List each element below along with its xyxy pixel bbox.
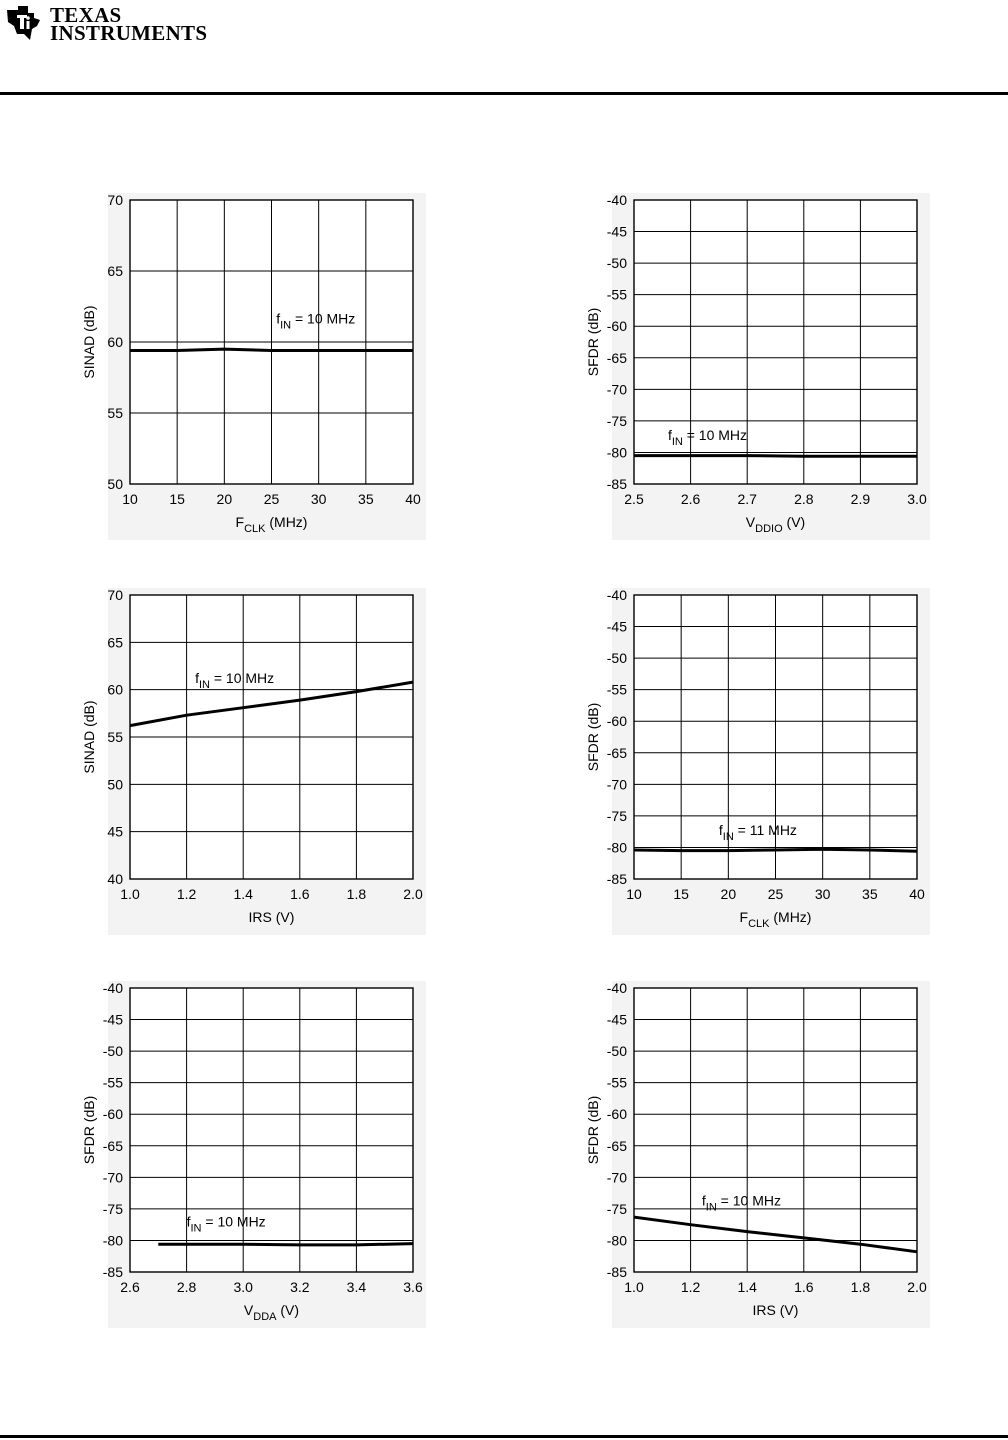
y-tick-label: -40 xyxy=(102,980,123,996)
x-tick-label: 2.0 xyxy=(403,886,423,902)
y-tick-label: -70 xyxy=(102,1169,123,1186)
y-tick-label: -85 xyxy=(606,871,627,887)
y-tick-label: -40 xyxy=(606,192,627,208)
y-tick-label: -65 xyxy=(606,744,627,761)
x-tick-label: 30 xyxy=(814,886,831,902)
series-line xyxy=(634,456,917,457)
y-tick-label: -60 xyxy=(606,1106,627,1123)
y-tick-label: -70 xyxy=(606,1169,627,1186)
x-tick-label: 3.2 xyxy=(290,1279,310,1295)
x-tick-label: 35 xyxy=(358,491,374,507)
y-tick-label: -55 xyxy=(102,1074,123,1091)
y-tick-label: -75 xyxy=(606,1200,627,1217)
y-tick-label: 60 xyxy=(107,334,123,350)
chart-svg xyxy=(582,580,930,935)
y-tick-label: -45 xyxy=(606,223,627,240)
y-tick-label: -80 xyxy=(606,444,627,461)
y-tick-label: -50 xyxy=(606,1043,627,1060)
chart-svg xyxy=(78,580,426,935)
chart-svg xyxy=(582,973,930,1328)
x-tick-label: 20 xyxy=(720,886,737,902)
plot-frame xyxy=(130,988,413,1272)
y-tick-label: 55 xyxy=(107,405,123,421)
ti-logo-icon xyxy=(4,4,44,44)
company-wordmark xyxy=(50,3,208,45)
y-axis-title: SINAD (dB) xyxy=(81,700,97,774)
y-axis-title: SINAD (dB) xyxy=(81,305,97,379)
x-tick-label: 15 xyxy=(169,491,185,507)
x-tick-label: 1.0 xyxy=(624,1279,644,1295)
y-tick-label: 45 xyxy=(107,823,123,840)
y-tick-label: -40 xyxy=(606,980,627,996)
x-tick-label: 1.2 xyxy=(680,1279,701,1295)
y-tick-label: 55 xyxy=(107,729,123,745)
y-tick-label: -80 xyxy=(606,839,627,856)
x-tick-label: 2.0 xyxy=(907,1279,927,1295)
y-tick-label: 50 xyxy=(107,476,123,492)
y-tick-label: -60 xyxy=(606,318,627,335)
y-axis-title: SFDR (dB) xyxy=(585,307,601,377)
annotation-label: $f_{IN} = 10$ MHz xyxy=(276,310,356,332)
x-tick-label: 3.0 xyxy=(907,491,927,507)
y-tick-label: -85 xyxy=(606,476,627,492)
x-tick-label: 20 xyxy=(216,491,233,507)
y-tick-label: 50 xyxy=(107,776,123,793)
y-tick-label: 60 xyxy=(107,681,123,698)
x-tick-label: 3.0 xyxy=(233,1279,253,1295)
footer-rule xyxy=(0,1435,1008,1438)
y-tick-label: -55 xyxy=(606,1074,627,1091)
y-tick-label: -80 xyxy=(102,1232,123,1249)
x-tick-label: 25 xyxy=(263,491,280,507)
x-tick-label: 2.7 xyxy=(737,491,757,507)
company-line1: TEXAS xyxy=(50,3,122,27)
page-header xyxy=(0,0,1008,96)
x-tick-label: 1.4 xyxy=(233,886,253,902)
x-tick-label: 1.6 xyxy=(290,886,310,902)
y-tick-label: -55 xyxy=(606,286,627,303)
x-tick-label: 2.8 xyxy=(794,491,814,507)
y-tick-label: -75 xyxy=(606,807,627,824)
x-tick-label: 1.6 xyxy=(794,1279,814,1295)
y-tick-label: 65 xyxy=(107,634,123,651)
chart-sfdr-vs-irs xyxy=(582,973,930,1328)
annotation-label: $f_{IN} = 10$ MHz xyxy=(195,670,275,692)
x-axis-title: $F_{CLK}$ (MHz) xyxy=(235,514,308,535)
annotation-label: $f_{IN} = 10$ MHz xyxy=(667,426,748,448)
x-tick-label: 1.4 xyxy=(737,1279,757,1295)
chart-svg xyxy=(78,185,426,540)
y-axis-title: SFDR (dB) xyxy=(585,1095,601,1165)
chart-sfdr-vs-vddio xyxy=(582,185,930,540)
y-tick-label: -75 xyxy=(606,412,627,429)
y-tick-label: -85 xyxy=(102,1264,123,1280)
y-tick-label: -65 xyxy=(606,1137,627,1154)
x-tick-label: 2.5 xyxy=(624,491,644,507)
chart-svg xyxy=(582,185,930,540)
y-tick-label: 70 xyxy=(107,587,123,603)
x-tick-label: 40 xyxy=(909,886,925,902)
x-tick-label: 2.6 xyxy=(680,491,701,507)
series-line xyxy=(158,1244,413,1245)
y-tick-label: -75 xyxy=(102,1200,123,1217)
annotation-label: $f_{IN} = 11$ MHz xyxy=(718,821,797,843)
y-tick-label: -55 xyxy=(606,681,627,698)
y-tick-label: -65 xyxy=(102,1137,123,1154)
x-tick-label: 1.8 xyxy=(346,886,367,902)
y-tick-label: -40 xyxy=(606,587,627,603)
x-tick-label: 30 xyxy=(310,491,327,507)
y-axis-title: SFDR (dB) xyxy=(81,1095,97,1165)
x-tick-label: 25 xyxy=(767,886,784,902)
y-tick-label: -70 xyxy=(606,381,627,398)
y-tick-label: -45 xyxy=(102,1011,123,1028)
chart-sfdr-vs-vdda xyxy=(78,973,426,1328)
x-tick-label: 3.4 xyxy=(346,1279,367,1295)
y-tick-label: 40 xyxy=(107,871,123,887)
annotation-label: $f_{IN} = 10$ MHz xyxy=(186,1213,266,1235)
x-axis-title: IRS (V) xyxy=(752,1302,799,1318)
company-line2: INSTRUMENTS xyxy=(50,21,208,45)
y-tick-label: -50 xyxy=(606,255,627,272)
y-tick-label: -70 xyxy=(606,776,627,793)
chart-sfdr-vs-fclk xyxy=(582,580,930,935)
y-axis-title: SFDR (dB) xyxy=(585,702,601,772)
y-tick-label: 65 xyxy=(107,263,123,279)
x-axis-title: $F_{CLK}$ (MHz) xyxy=(739,909,812,930)
y-tick-label: 70 xyxy=(107,192,123,208)
x-tick-label: 2.8 xyxy=(176,1279,197,1295)
y-tick-label: -50 xyxy=(606,650,627,667)
x-tick-label: 2.6 xyxy=(120,1279,140,1295)
y-tick-label: -60 xyxy=(606,713,627,730)
series-line xyxy=(634,849,917,851)
chart-sinad-vs-irs xyxy=(78,580,426,935)
y-tick-label: -45 xyxy=(606,618,627,635)
x-axis-title: $V_{DDA}$ (V) xyxy=(243,1302,300,1323)
x-tick-label: 3.6 xyxy=(403,1279,423,1295)
plot-frame xyxy=(634,988,917,1272)
x-tick-label: 1.2 xyxy=(176,886,197,902)
x-tick-label: 35 xyxy=(862,886,878,902)
x-axis-title: $V_{DDIO}$ (V) xyxy=(745,514,806,535)
x-tick-label: 1.8 xyxy=(850,1279,871,1295)
x-tick-label: 40 xyxy=(405,491,421,507)
x-tick-label: 10 xyxy=(626,886,642,902)
y-tick-label: -80 xyxy=(606,1232,627,1249)
x-tick-label: 1.0 xyxy=(120,886,140,902)
x-tick-label: 10 xyxy=(122,491,138,507)
y-tick-label: -60 xyxy=(102,1106,123,1123)
y-tick-label: -65 xyxy=(606,349,627,366)
x-tick-label: 15 xyxy=(673,886,689,902)
y-tick-label: -45 xyxy=(606,1011,627,1028)
chart-sinad-vs-fclk xyxy=(78,185,426,540)
annotation-label: $f_{IN} = 10$ MHz xyxy=(701,1192,782,1214)
series-line xyxy=(130,349,413,350)
y-tick-label: -50 xyxy=(102,1043,123,1060)
chart-svg xyxy=(78,973,426,1328)
x-tick-label: 2.9 xyxy=(850,491,871,507)
x-axis-title: IRS (V) xyxy=(248,909,295,925)
y-tick-label: -85 xyxy=(606,1264,627,1280)
header-rule xyxy=(0,92,1008,95)
